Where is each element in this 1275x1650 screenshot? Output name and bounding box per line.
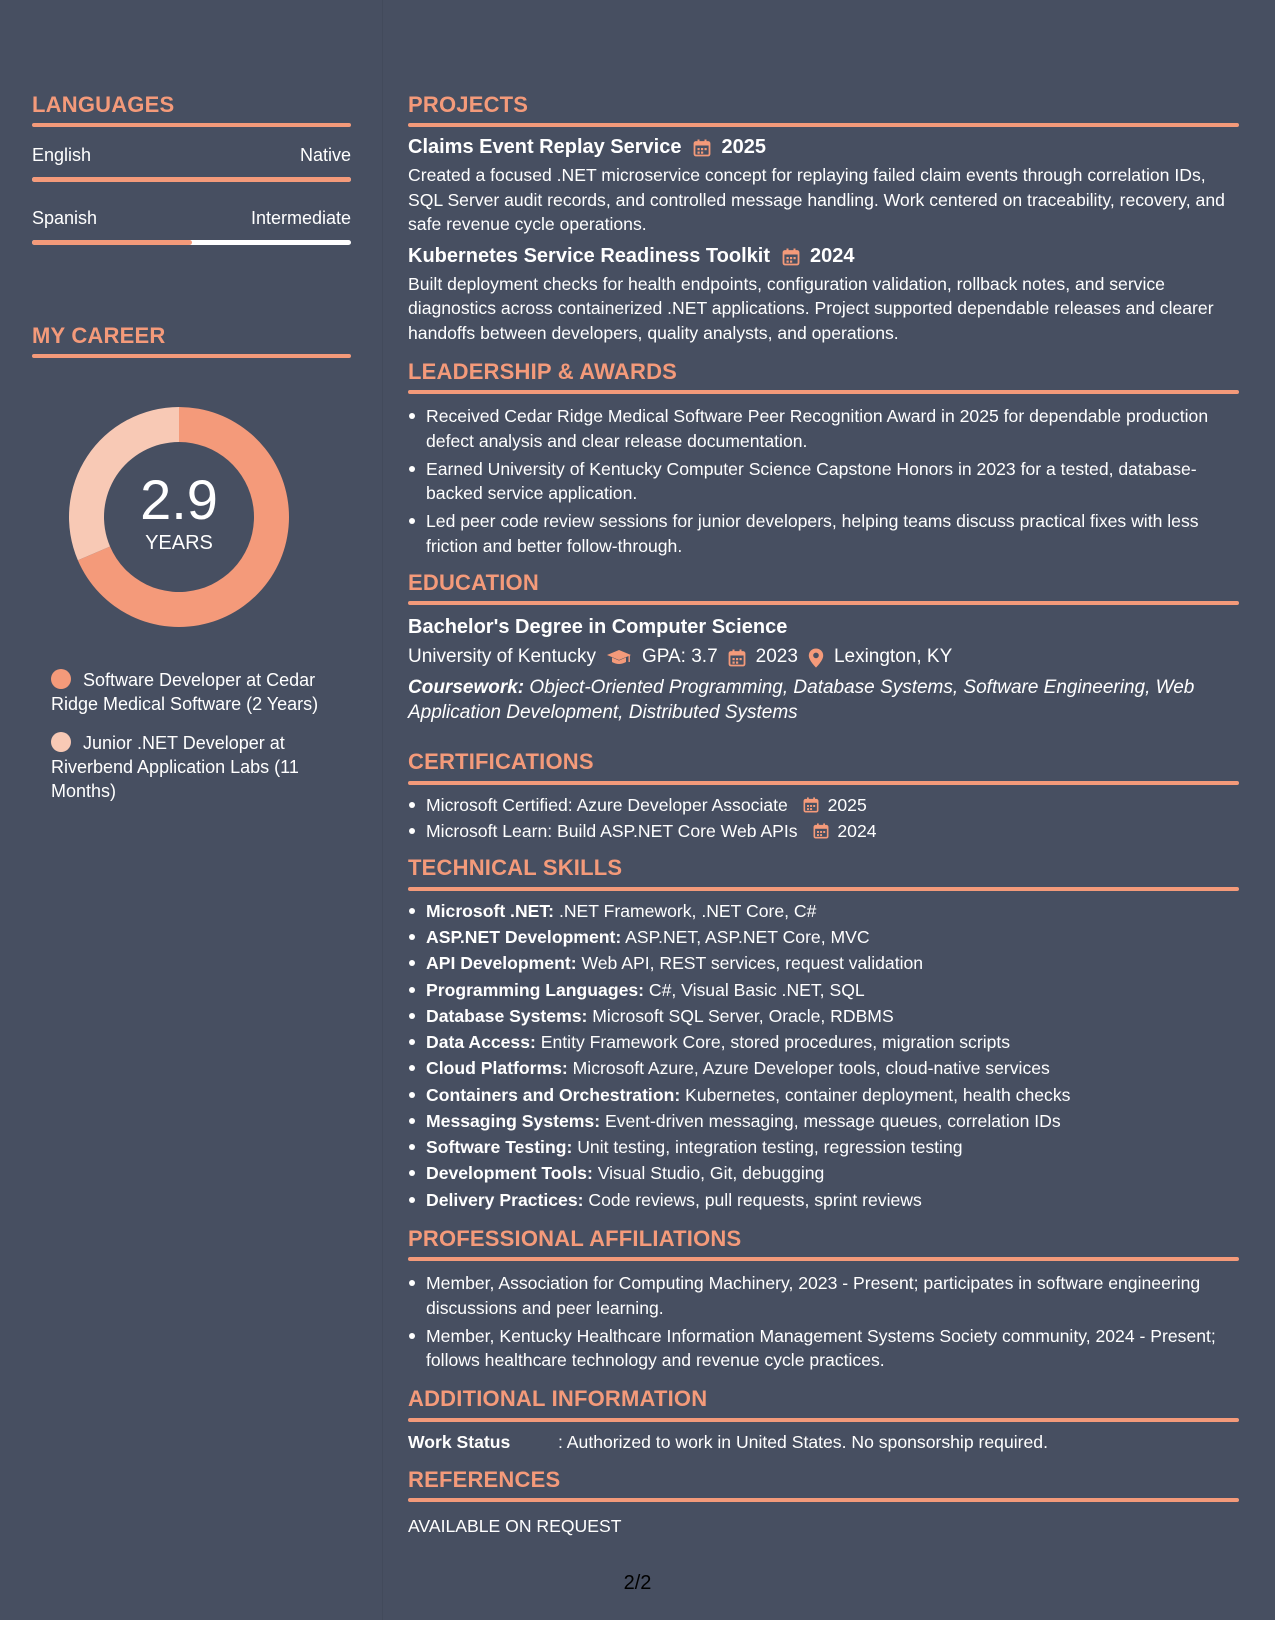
skills-list (408, 899, 1239, 1212)
coursework-label: Coursework: (408, 677, 525, 699)
skill-label: Messaging Systems: (426, 1110, 601, 1131)
education-degree: Bachelor's Degree in Computer Science (408, 616, 788, 639)
skills-rule (408, 887, 1239, 891)
skill-value: C#, Visual Basic .NET, SQL (648, 979, 865, 1000)
skill-label: Programming Languages: (426, 979, 644, 1000)
language-item-english (32, 145, 351, 182)
languages-title: LANGUAGES (32, 92, 175, 117)
list-item (408, 793, 1239, 817)
skill-label: Delivery Practices: (426, 1189, 584, 1210)
calendar-icon (803, 797, 819, 813)
certification-year: 2024 (837, 821, 877, 842)
education-gpa: GPA: 3.7 (641, 646, 718, 668)
language-name: Spanish (32, 207, 98, 228)
skill-item (408, 1161, 1239, 1185)
education-year: 2023 (755, 646, 798, 668)
skill-item (408, 1188, 1239, 1212)
additional-section (408, 1386, 1239, 1452)
career-section (32, 323, 351, 804)
skill-item (408, 925, 1239, 949)
leadership-section (408, 359, 1239, 558)
skill-item (408, 1083, 1239, 1107)
left-column (32, 92, 351, 817)
project-name: Kubernetes Service Readiness Toolkit (408, 245, 770, 268)
education-rule (408, 601, 1239, 605)
skill-value: Unit testing, integration testing, regression testing (577, 1137, 963, 1158)
project-description: Built deployment checks for health endpoints, configuration validation, rollback notes, and service diagnostics across containerized .NET applications. Project supported dependable releases and clearer handoffs between developers, quality analysts, and operations. (408, 274, 1214, 343)
skill-item (408, 1030, 1239, 1054)
education-title: EDUCATION (408, 569, 539, 595)
certifications-list (408, 793, 1239, 844)
skill-value: Entity Framework Core, stored procedures, migration scripts (540, 1032, 1011, 1053)
languages-rule (32, 123, 351, 127)
skill-label: Development Tools: (426, 1163, 593, 1184)
references-title: REFERENCES (408, 1466, 561, 1492)
skill-label: Data Access: (426, 1032, 536, 1053)
language-level: Intermediate (250, 207, 351, 228)
list-item: Received Cedar Ridge Medical Software Peer Recognition Award in 2025 for dependable production defect analysis and clear release documentation. (408, 404, 1239, 453)
career-title: MY CAREER (32, 322, 166, 348)
calendar-icon (728, 649, 746, 667)
skill-label: ASP.NET Development: (426, 927, 622, 947)
leadership-title: LEADERSHIP & AWARDS (408, 358, 678, 384)
certification-name: Microsoft Learn: Build ASP.NET Core Web APIs (426, 821, 798, 842)
project-item (408, 244, 1239, 345)
leadership-rule (408, 390, 1239, 394)
column-divider (382, 0, 383, 1620)
affiliations-list (408, 1271, 1239, 1372)
affiliations-section (408, 1226, 1239, 1372)
skill-label: API Development: (426, 953, 577, 974)
skill-label: Database Systems: (426, 1005, 588, 1026)
skill-label: Containers and Orchestration: (426, 1084, 681, 1105)
additional-title: ADDITIONAL INFORMATION (408, 1386, 708, 1412)
legend-label: Software Developer at Cedar Ridge Medical Software (2 Years) (51, 669, 319, 715)
affiliations-rule (408, 1257, 1239, 1261)
language-level: Native (299, 145, 351, 166)
skill-value: Microsoft SQL Server, Oracle, RDBMS (592, 1005, 894, 1026)
project-year: 2024 (809, 245, 855, 268)
career-legend (51, 668, 341, 803)
language-item-spanish (32, 208, 351, 245)
skill-item (408, 1109, 1239, 1133)
skill-value: Code reviews, pull requests, sprint reviews (588, 1189, 922, 1210)
skill-value: Microsoft Azure, Azure Developer tools, cloud-native services (572, 1058, 1050, 1079)
right-column (408, 92, 1239, 1537)
list-item: Member, Kentucky Healthcare Information Management Systems Society community, 2024 - Present; follows healthcare technology and revenue cycle practices. (408, 1324, 1239, 1373)
certifications-section (408, 749, 1239, 843)
education-school: University of Kentucky (408, 646, 596, 668)
legend-dot (51, 669, 71, 689)
language-bar (32, 240, 351, 245)
legend-dot (51, 732, 71, 752)
education-meta (408, 645, 1239, 670)
education-location: Lexington, KY (833, 646, 953, 668)
location-pin-icon (808, 648, 824, 668)
skill-item (408, 1004, 1239, 1028)
projects-rule (408, 123, 1239, 127)
projects-section (408, 92, 1239, 345)
leadership-list (408, 404, 1239, 558)
language-bar-fill (32, 177, 351, 182)
project-year: 2025 (721, 136, 766, 159)
skill-item (408, 1135, 1239, 1159)
work-status-row (408, 1432, 1239, 1453)
certification-year: 2025 (827, 794, 867, 815)
career-legend-item (51, 731, 341, 804)
legend-label: Junior .NET Developer at Riverbend Application Labs (11 Months) (51, 732, 299, 802)
language-bar-fill (32, 240, 192, 245)
references-section (408, 1467, 1239, 1537)
work-status-label: Work Status (408, 1431, 511, 1452)
list-item (408, 819, 1239, 843)
skill-item (408, 978, 1239, 1002)
languages-section (32, 92, 351, 245)
skill-item (408, 1056, 1239, 1080)
skill-item (408, 951, 1239, 975)
project-name: Claims Event Replay Service (408, 136, 682, 159)
coursework-list: Object-Oriented Programming, Database Systems, Software Engineering, Web Application Development, Distributed Systems (408, 677, 1195, 723)
skills-title: TECHNICAL SKILLS (408, 855, 623, 881)
calendar-icon (782, 248, 800, 266)
certification-name: Microsoft Certified: Azure Developer Associate (426, 794, 788, 815)
projects-title: PROJECTS (408, 92, 529, 117)
list-item: Earned University of Kentucky Computer Science Capstone Honors in 2023 for a tested, database-backed service application. (408, 457, 1239, 506)
list-item: Member, Association for Computing Machinery, 2023 - Present; participates in software engineering discussions and peer learning. (408, 1271, 1239, 1320)
skill-label: Microsoft .NET: (426, 900, 555, 921)
additional-rule (408, 1418, 1239, 1422)
skill-value: Visual Studio, Git, debugging (597, 1163, 825, 1184)
list-item: Led peer code review sessions for junior developers, helping teams discuss practical fixes with less friction and better follow-through. (408, 509, 1239, 558)
affiliations-title: PROFESSIONAL AFFILIATIONS (408, 1225, 742, 1251)
career-legend-item (51, 668, 341, 717)
language-bar (32, 177, 351, 182)
project-description: Created a focused .NET microservice concept for replaying failed claim events through correlation IDs, SQL Server audit records, and controlled message handling. Work centered on traceability, recovery, and safe revenue cycle operations. (408, 165, 1225, 234)
references-rule (408, 1498, 1239, 1502)
career-donut-chart (64, 402, 294, 632)
certifications-title: CERTIFICATIONS (408, 749, 594, 775)
certifications-rule (408, 781, 1239, 785)
career-rule (32, 354, 351, 358)
skill-value: ASP.NET, ASP.NET Core, MVC (625, 927, 870, 947)
skill-item (408, 899, 1239, 923)
skill-label: Cloud Platforms: (426, 1058, 568, 1079)
project-item (408, 135, 1239, 236)
skill-label: Software Testing: (426, 1137, 573, 1158)
education-section (408, 570, 1239, 725)
calendar-icon (813, 823, 829, 839)
skill-value: Event-driven messaging, message queues, correlation IDs (604, 1110, 1061, 1131)
education-coursework (408, 676, 1239, 725)
skill-value: .NET Framework, .NET Core, C# (558, 900, 817, 921)
career-years-unit: YEARS (145, 532, 213, 555)
career-years-value: 2.9 (140, 468, 218, 532)
skill-value: Kubernetes, container deployment, health checks (685, 1084, 1071, 1105)
calendar-icon (693, 139, 711, 157)
graduation-cap-icon (606, 649, 632, 667)
references-text: AVAILABLE ON REQUEST (408, 1516, 622, 1537)
skills-section (408, 855, 1239, 1212)
language-name: English (32, 145, 92, 166)
skill-value: Web API, REST services, request validation (581, 953, 924, 974)
work-status-value: : Authorized to work in United States. No sponsorship required. (558, 1431, 1048, 1452)
page-number: 2/2 (623, 1572, 652, 1594)
